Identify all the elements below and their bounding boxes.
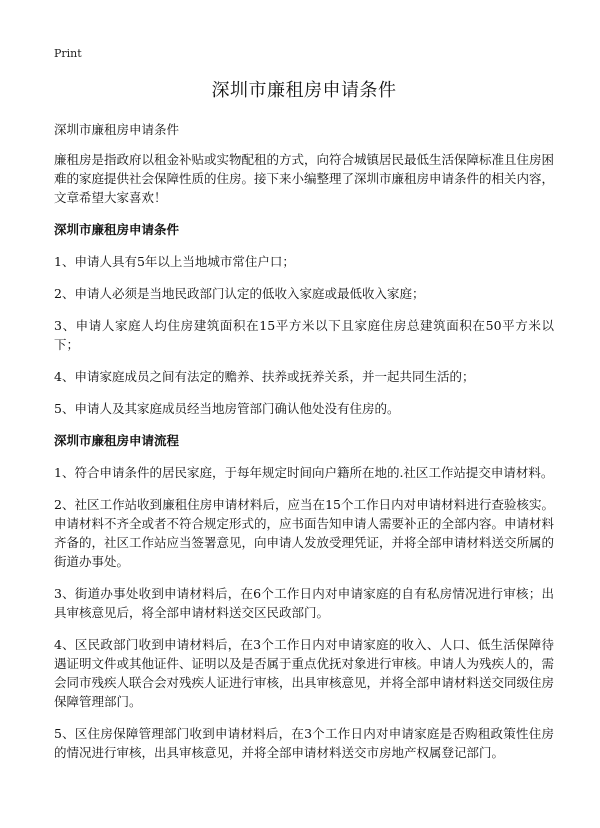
condition-item: 2、申请人必须是当地民政部门认定的低收入家庭或最低收入家庭； [54, 286, 425, 301]
condition-item: 4、申请家庭成员之间有法定的赡养、扶养或抚养关系，并一起共同生活的； [54, 369, 475, 384]
intro-paragraph: 廉租房是指政府以租金补贴或实物配租的方式，向符合城镇居民最低生活保障标准且住房困难的家庭提供社会保障性质的住房。接下来小编整理了深圳市廉租房申请条件的相关内容，文章希望大家喜欢！ [54, 152, 555, 205]
article-body [54, 150, 554, 775]
process-item: 1、符合申请条件的居民家庭，于每年规定时间向户籍所在地的.社区工作站提交申请材料。 [54, 465, 554, 480]
condition-item: 1、申请人具有5年以上当地城市常住户口； [54, 254, 295, 269]
print-link[interactable]: Print [54, 47, 82, 60]
section-heading-process: 深圳市廉租房申请流程 [54, 433, 180, 448]
process-item: 2、社区工作站收到廉租住房申请材料后，应当在15个工作日内对申请材料进行查验核实。申请材料不齐全或者不符合规定形式的，应书面告知申请人需要补正的全部内容。申请材料齐备的，社区工作站应当签署意见，向申请人发放受理凭证，并将全部申请材料送交所属的街道办事处。 [54, 497, 555, 569]
article-subtitle: 深圳市廉租房申请条件 [54, 122, 180, 137]
page-title: 深圳市廉租房申请条件 [211, 80, 397, 101]
process-item: 5、区住房保障管理部门收到申请材料后，在3个工作日内对申请家庭是否购租政策性住房的情况进行审核，出具审核意见，并将全部申请材料送交市房地产权属登记部门。 [54, 726, 554, 760]
section-heading-conditions: 深圳市廉租房申请条件 [54, 222, 180, 237]
process-item: 4、区民政部门收到申请材料后，在3个工作日内对申请家庭的收入、人口、低生活保障待遇证明文件或其他证件、证明以及是否属于重点优抚对象进行审核。申请人为残疾人的，需会同市残疾人联合会对残疾人证进行审核，出具审核意见，并将全部申请材料送交同级住房保障管理部门。 [54, 637, 555, 709]
process-item: 3、街道办事处收到申请材料后，在6个工作日内对申请家庭的自有私房情况进行审核；出具审核意见后，将全部申请材料送交区民政部门。 [54, 586, 554, 620]
condition-item: 3、申请人家庭人均住房建筑面积在15平方米以下且家庭住房总建筑面积在50平方米以下； [54, 318, 554, 352]
condition-item: 5、申请人及其家庭成员经当地房管部门确认他处没有住房的。 [54, 401, 400, 416]
